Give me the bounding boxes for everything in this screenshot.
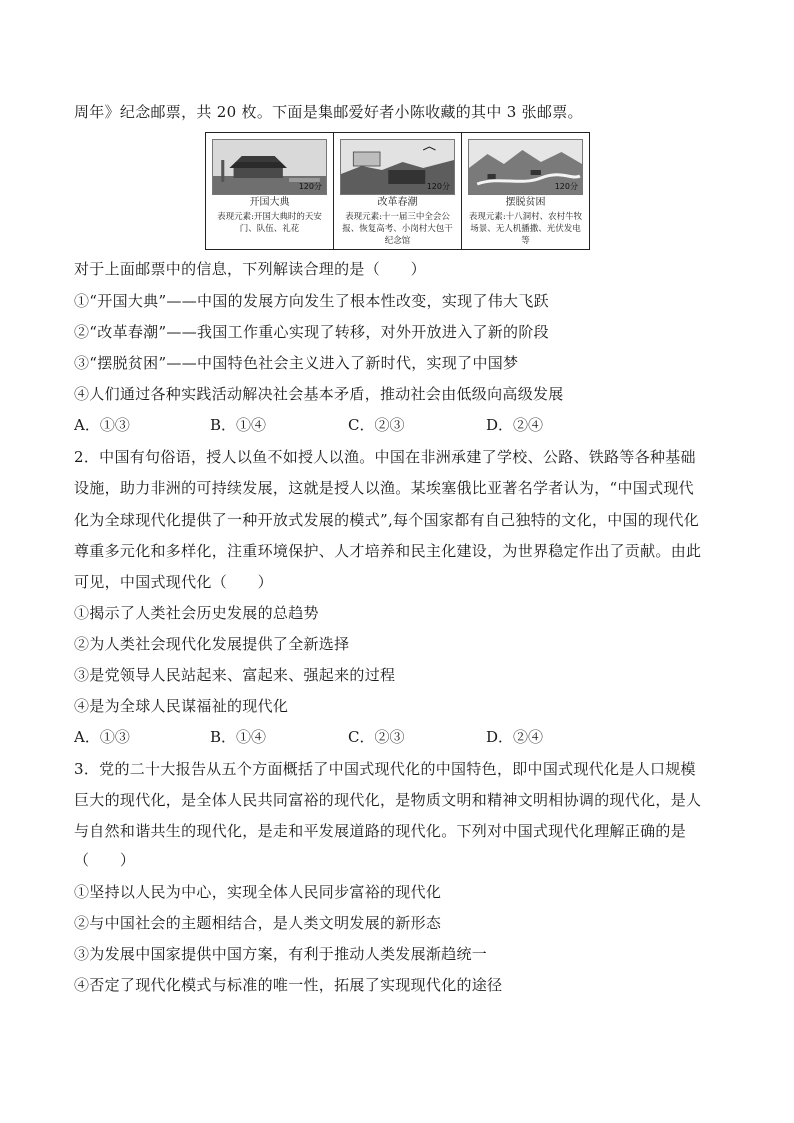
- q2-line-5: 可见，中国式现代化（ ）: [74, 573, 273, 591]
- stamp-founding: [206, 133, 334, 249]
- q1-item-3: ③“摆脱贫困”——中国特色社会主义进入了新时代，实现了中国梦: [74, 354, 519, 372]
- q2-line-3: 化为全球现代化提供了一种开放式发展的模式”,每个国家都有自己独特的文化，中国的现代化: [74, 511, 700, 529]
- q3-line-4: （ ）: [74, 851, 136, 869]
- q1-item-2: ②“改革春潮”——我国工作重心实现了转移，对外开放进入了新的阶段: [74, 323, 549, 341]
- q3-item-4: ④否定了现代化模式与标准的唯一性，拓展了实现现代化的途径: [74, 976, 503, 994]
- q1-option-b[interactable]: B．①④: [210, 416, 267, 434]
- stamp-description: 表现元素:十一届三中全会公报、恢复高考、小岗村大包干纪念馆: [342, 212, 453, 246]
- stamps-figure: [205, 132, 590, 250]
- intro-text: 周年》纪念邮票，共 20 枚。下面是集邮爱好者小陈收藏的其中 3 张邮票。: [74, 103, 583, 121]
- q2-option-d[interactable]: D．②④: [486, 728, 544, 746]
- q2-line-2: 设施，助力非洲的可持续发展，这就是授人以渔。某埃塞俄比亚著名学者认为，“中国式现代: [74, 479, 694, 497]
- q2-option-c[interactable]: C．②③: [348, 728, 405, 746]
- q2-item-1: ①揭示了人类社会历史发展的总趋势: [74, 604, 319, 622]
- stamp-description: 表现元素:开国大典时的天安门、队伍、礼花: [217, 212, 322, 234]
- stamp-reform: [334, 133, 462, 249]
- q3-line-1: 3．党的二十大报告从五个方面概括了中国式现代化的中国特色，即中国式现代化是人口规模: [74, 760, 696, 778]
- stamp-description: 表现元素:十八洞村、农村牛牧场景、无人机播撒、光伏发电等: [468, 212, 583, 246]
- q3-item-2: ②与中国社会的主题相结合，是人类文明发展的新形态: [74, 914, 442, 932]
- stamp-image-tiananmen: [212, 139, 327, 195]
- stamp-value: 120分: [298, 182, 322, 191]
- q1-stem: 对于上面邮票中的信息，下列解读合理的是（ ）: [74, 260, 426, 278]
- q1-option-a[interactable]: A．①③: [74, 416, 130, 434]
- q2-option-a[interactable]: A．①③: [74, 728, 130, 746]
- q2-item-4: ④是为全球人民谋福祉的现代化: [74, 697, 289, 715]
- q1-item-4: ④人们通过各种实践活动解决社会基本矛盾，推动社会由低级向高级发展: [74, 385, 564, 403]
- stamp-title: 开国大典: [249, 197, 290, 208]
- q3-item-3: ③为发展中国家提供中国方案，有利于推动人类发展渐趋统一: [74, 945, 488, 963]
- stamp-poverty: [462, 133, 589, 249]
- q2-line-1: 2．中国有句俗语，授人以鱼不如授人以渔。中国在非洲承建了学校、公路、铁路等各种基础: [74, 448, 696, 466]
- q2-option-b[interactable]: B．①④: [210, 728, 267, 746]
- stamp-value: 120分: [426, 182, 450, 191]
- q1-option-d[interactable]: D．②④: [486, 416, 544, 434]
- stamp-image-reform: [340, 139, 455, 195]
- q2-line-4: 尊重多元化和多样化，注重环境保护、人才培养和民主化建设，为世界稳定作出了贡献。由此: [74, 542, 702, 560]
- stamp-title: 改革春潮: [377, 197, 418, 208]
- stamp-title: 摆脱贫困: [505, 197, 546, 208]
- q3-line-3: 与自然和谐共生的现代化，是走和平发展道路的现代化。下列对中国式现代化理解正确的是: [74, 822, 687, 840]
- q3-item-1: ①坚持以人民为中心，实现全体人民同步富裕的现代化: [74, 883, 442, 901]
- stamp-image-mountains: [468, 139, 583, 195]
- q2-item-2: ②为人类社会现代化发展提供了全新选择: [74, 635, 350, 653]
- q1-option-c[interactable]: C．②③: [348, 416, 405, 434]
- stamp-value: 120分: [554, 182, 578, 191]
- q1-item-1: ①“开国大典”——中国的发展方向发生了根本性改变，实现了伟大飞跃: [74, 292, 549, 310]
- q2-item-3: ③是党领导人民站起来、富起来、强起来的过程: [74, 666, 396, 684]
- q3-line-2: 巨大的现代化，是全体人民共同富裕的现代化，是物质文明和精神文明相协调的现代化，是人: [74, 791, 702, 809]
